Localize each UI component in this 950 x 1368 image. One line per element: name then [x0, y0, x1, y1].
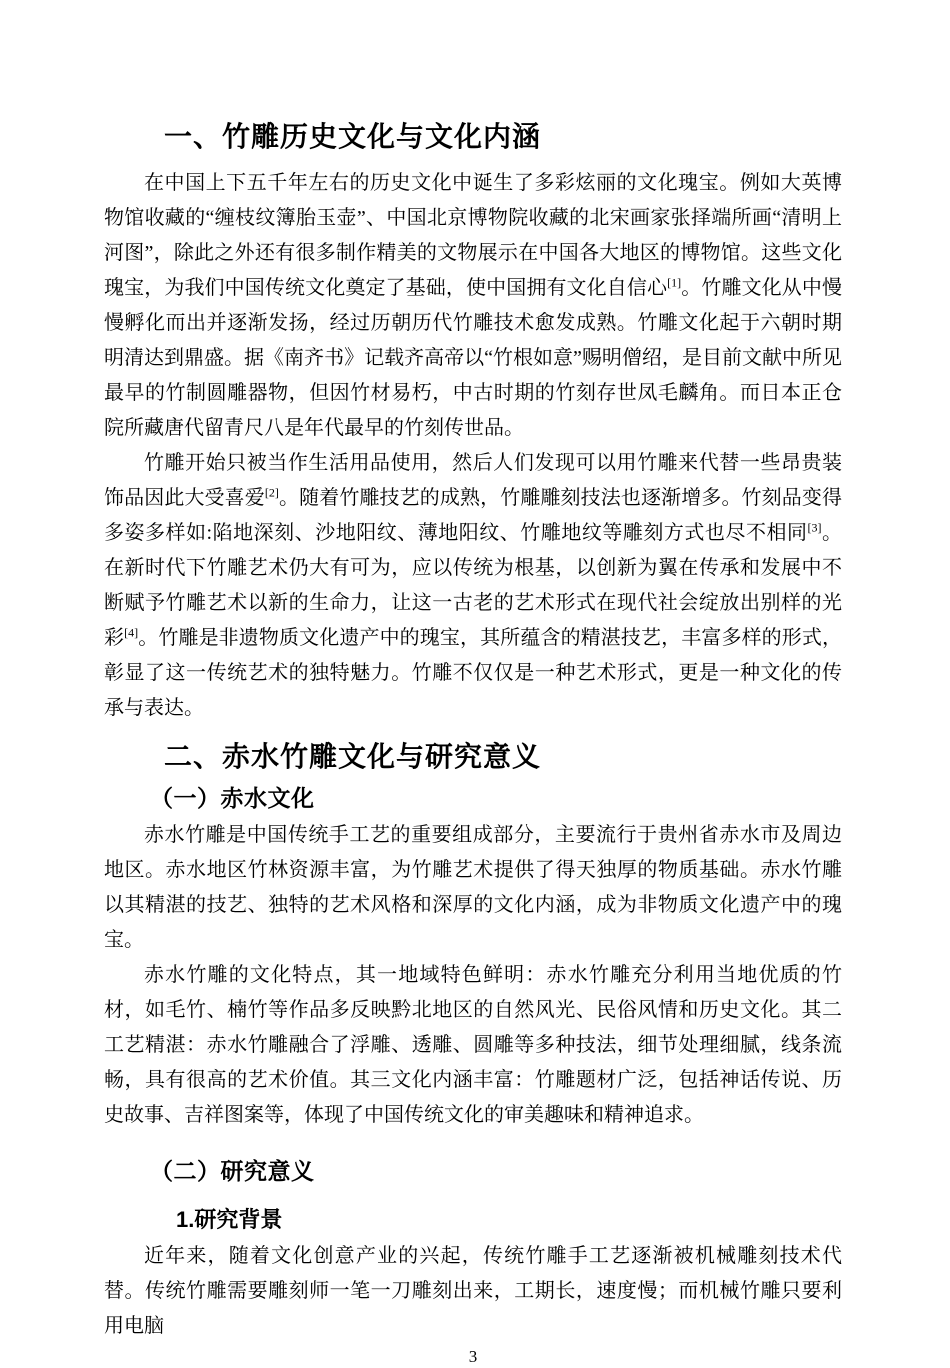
paragraph-carving-techniques: 竹雕开始只被当作生活用品使用，然后人们发现可以用竹雕来代替一些昂贵装饰品因此大受喜爱[2]。随着竹雕技艺的成熟，竹雕雕刻技法也逐渐增多。竹刻品变得多姿多样如:陷地深刻、沙地阳纹、薄地阳纹、竹雕地纹等雕刻方式也尽不相同[3]。在新时代下竹雕艺术仍大有可为，应以传统为根基，以创新为翼在传承和发展中不断赋予竹雕艺术以新的生命力，让这一古老的艺术形式在现代社会绽放出别样的光彩[4]。竹雕是非遗物质文化遗产中的瑰宝，其所蕴含的精湛技艺，丰富多样的形式，彰显了这一传统艺术的独特魅力。竹雕不仅仅是一种艺术形式，更是一种文化的传承与表达。	[104, 452, 843, 719]
subsection-heading-research-significance: （二）研究意义	[150, 1158, 315, 1184]
subsubsection-heading-research-background: 1.研究背景	[176, 1207, 283, 1232]
footnote-reference: [4]	[124, 625, 139, 640]
paragraph-chishui-overview: 赤水竹雕是中国传统手工艺的重要组成部分，主要流行于贵州省赤水市及周边地区。赤水地区竹林资源丰富，为竹雕艺术提供了得天独厚的物质基础。赤水竹雕以其精湛的技艺、独特的艺术风格和深厚的文化内涵，成为非物质文化遗产中的瑰宝。	[104, 824, 842, 951]
paragraph-history-origins: 在中国上下五千年左右的历史文化中诞生了多彩炫丽的文化瑰宝。例如大英博物馆收藏的“缠枝纹簿胎玉壶”、中国北京博物院收藏的北宋画家张择端所画“清明上河图”，除此之外还有很多制作精美的文物展示在中国各大地区的博物馆。这些文化瑰宝，为我们中国传统文化奠定了基础，使中国拥有文化自信心[1]。竹雕文化从中慢慢孵化而出并逐渐发扬，经过历朝历代竹雕技术愈发成熟。竹雕文化起于六朝时期明清达到鼎盛。据《南齐书》记载齐高帝以“竹根如意”赐明僧绍，是目前文献中所见最早的竹制圆雕器物，但因竹材易朽，中古时期的竹刻存世凤毛麟角。而日本正仓院所藏唐代留青尺八是年代最早的竹刻传世品。	[104, 172, 843, 439]
paragraph-chishui-features: 赤水竹雕的文化特点，其一地域特色鲜明：赤水竹雕充分利用当地优质的竹材，如毛竹、楠竹等作品多反映黔北地区的自然风光、民俗风情和历史文化。其二工艺精湛：赤水竹雕融合了浮雕、透雕、圆雕等多种技法，细节处理细腻，线条流畅，具有很高的艺术价值。其三文化内涵丰富：竹雕题材广泛，包括神话传说、历史故事、吉祥图案等，体现了中国传统文化的审美趣味和精神追求。	[104, 964, 842, 1126]
section-heading-chishui-culture: 二、赤水竹雕文化与研究意义	[164, 741, 542, 772]
footnote-reference: [3]	[807, 520, 822, 535]
section-heading-bamboo-history: 一、竹雕历史文化与文化内涵	[164, 121, 542, 152]
footnote-reference: [2]	[264, 485, 279, 500]
page-number: 3	[468, 1347, 478, 1366]
subsection-heading-chishui-culture: （一）赤水文化	[150, 785, 315, 811]
footnote-reference: [1]	[667, 275, 682, 290]
paragraph-research-background: 近年来，随着文化创意产业的兴起，传统竹雕手工艺逐渐被机械雕刻技术代替。传统竹雕需要雕刻师一笔一刀雕刻出来，工期长，速度慢；而机械竹雕只要利用电脑	[104, 1245, 842, 1337]
